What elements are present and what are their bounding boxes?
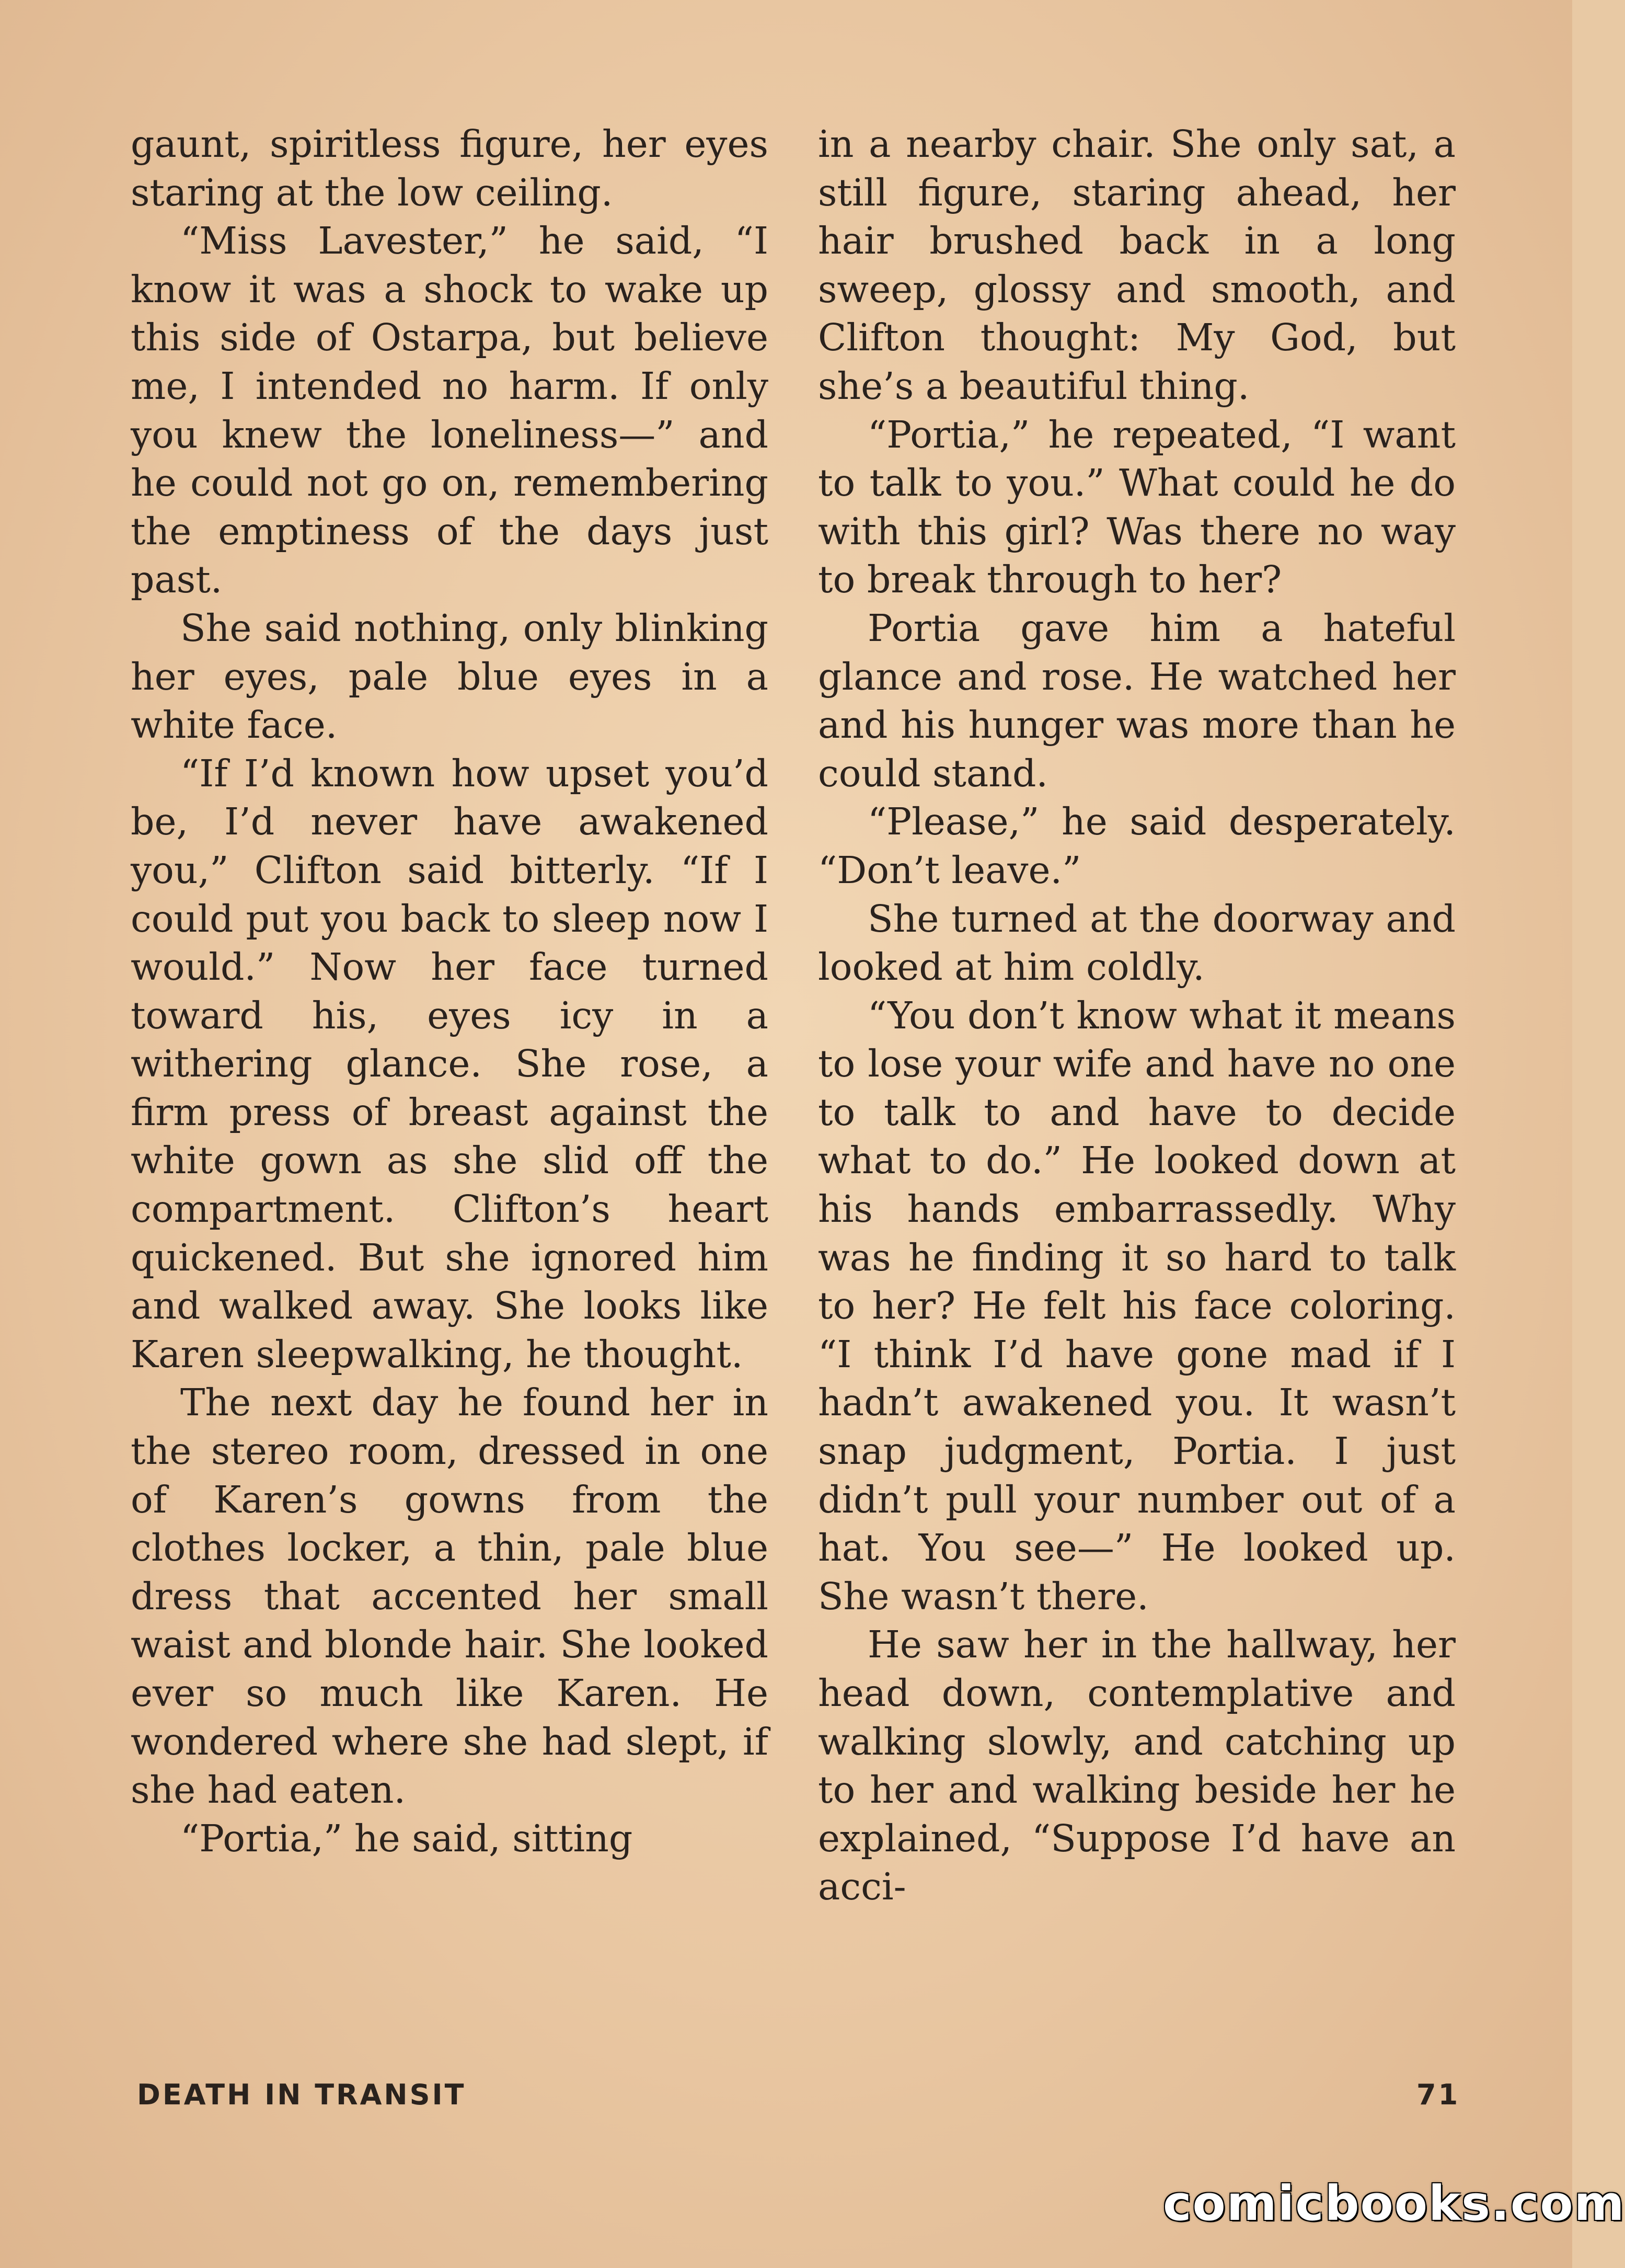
paragraph: “Please,” he said desperately. “Don’t leave.” [818,800,1456,892]
text-column-right [818,120,1456,1911]
text-column-left [131,120,768,1863]
paragraph: “You don’t know what it means to lose your wife and have no one to talk to and have to decide what to do.” He looked down at his hands embarrassedly. Why was he finding it so hard to talk to her? He felt his face coloring. “I think I’d have gone mad if I hadn’t awakened you. It wasn’t snap judgment, Portia. I just didn’t pull your number out of a hat. You see—” He looked up. She wasn’t there. [818,993,1456,1618]
paragraph: She said nothing, only blinking her eyes, pale blue eyes in a white face. [131,606,768,747]
paragraph: Portia gave him a hateful glance and rose. He watched her and his hunger was more than he could stand. [818,606,1456,795]
running-footer-title: DEATH IN TRANSIT [137,2078,466,2111]
paragraph: “Portia,” he repeated, “I want to talk to you.” What could he do with this girl? Was there no way to break through to her? [818,413,1456,602]
paragraph: “If I’d known how upset you’d be, I’d never have awakened you,” Clifton said bitterly. “If I could put you back to sleep now I would.” Now her face turned toward his, eyes icy in a withering glance. She rose, a firm press of breast against the white gown as she slid off the compartment. Clifton’s heart quickened. But she ignored him and walked away. She looks like Karen sleepwalking, he thought. [131,751,768,1376]
paragraph-continued: in a nearby chair. She only sat, a still figure, staring ahead, her hair brushed back in a long sweep, glossy and smooth, and Clifton thought: My God, but she’s a beautiful thing. [818,122,1456,408]
page-number: 71 [1416,2078,1460,2111]
paragraph: The next day he found her in the stereo room, dressed in one of Karen’s gowns from the clothes locker, a thin, pale blue dress that accented her small waist and blonde hair. She looked ever so much like Karen. He wondered where she had slept, if she had eaten. [131,1381,768,1812]
paragraph: She turned at the doorway and looked at him coldly. [818,897,1456,989]
paragraph-continued: gaunt, spiritless figure, her eyes staring at the low ceiling. [131,122,768,214]
site-watermark: comicbooks.com [1163,2175,1625,2231]
paragraph: He saw her in the hallway, her head down, contemplative and walking slowly, and catching up to her and walking beside her he explained, “Suppose I’d have an acci- [818,1623,1456,1909]
paragraph: “Miss Lavester,” he said, “I know it was a shock to wake up this side of Ostarpa, but believe me, I intended no harm. If only you knew the loneliness—” and he could not go on, remembering the emptiness of the days just past. [131,219,768,602]
paragraph: “Portia,” he said, sitting [180,1816,633,1860]
